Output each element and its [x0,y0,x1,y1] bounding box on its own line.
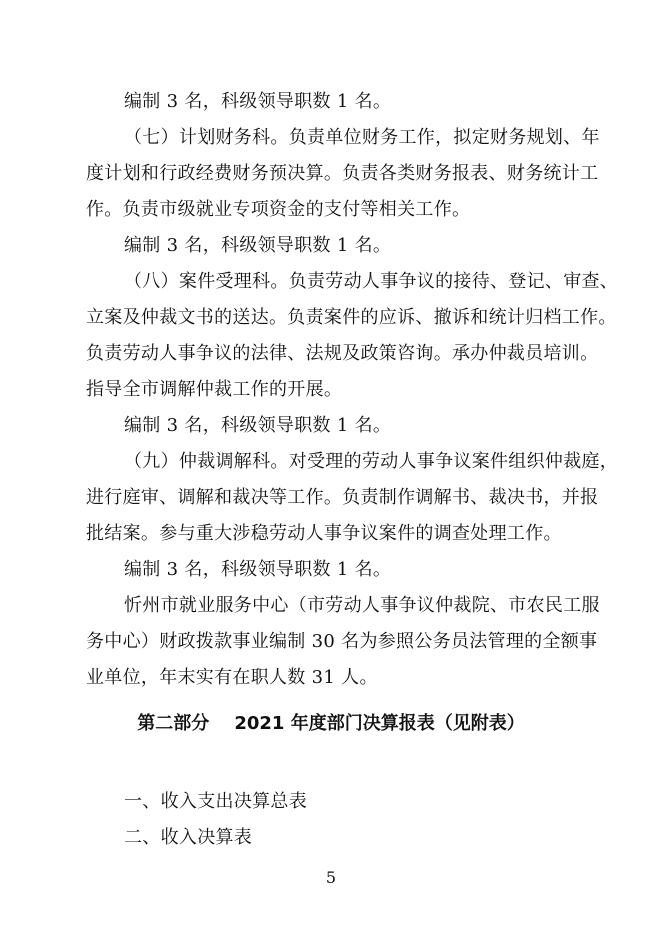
list-item: 二、收入决算表 [124,827,253,848]
paragraph-arbitration-mediation-section [86,444,619,552]
text-line: （七）计划财务科。负责单位财务工作，拟定财务规划、年 [124,127,600,148]
text-line: 务中心）财政拨款事业编制 30 名为参照公务员法管理的全额事 [86,631,598,652]
text-line: 作。负责市级就业专项资金的支付等相关工作。 [86,199,471,220]
report-list [86,784,576,820]
text-line: 批结案。参与重大涉稳劳动人事争议案件的调查处理工作。 [86,523,562,544]
text-line: 指导全市调解仲裁工作的开展。 [86,379,343,400]
paragraph-staffing-1 [86,84,576,120]
text-line: 度计划和行政经费财务预决算。负责各类财务报表、财务统计工 [86,163,599,184]
text-line: （八）案件受理科。负责劳动人事争议的接待、登记、审查、 [124,271,619,292]
paragraph-staffing-3 [86,408,576,444]
paragraph-case-acceptance-section [86,264,619,408]
paragraph-staffing-4 [86,552,576,588]
list-item: 一、收入支出决算总表 [124,791,307,812]
section-heading: 第二部分 2021 年度部门决算报表（见附表） [137,713,525,734]
text-line: 忻州市就业服务中心（市劳动人事争议仲裁院、市农民工服 [124,595,600,616]
paragraph-employment-service-center [86,588,600,696]
text-line: 负责劳动人事争议的法律、法规及政策咨询。承办仲裁员培训。 [86,343,599,364]
text-line: 编制 3 名，科级领导职数 1 名。 [124,415,392,436]
text-line: 业单位，年末实有在职人数 31 人。 [86,667,378,688]
text-line: 立案及仲裁文书的送达。负责案件的应诉、撤诉和统计归档工作。 [86,307,617,328]
text-line: （九）仲裁调解科。对受理的劳动人事争议案件组织仲裁庭， [124,451,619,472]
page-number: 5 [325,868,337,887]
text-line: 编制 3 名，科级领导职数 1 名。 [124,235,392,256]
text-line: 编制 3 名，科级领导职数 1 名。 [124,91,392,112]
report-list [86,820,576,856]
paragraph-staffing-2 [86,228,576,264]
paragraph-planning-finance-section [86,120,600,228]
text-line: 编制 3 名，科级领导职数 1 名。 [124,559,392,580]
text-line: 进行庭审、调解和裁决等工作。负责制作调解书、裁决书，并报 [86,487,599,508]
